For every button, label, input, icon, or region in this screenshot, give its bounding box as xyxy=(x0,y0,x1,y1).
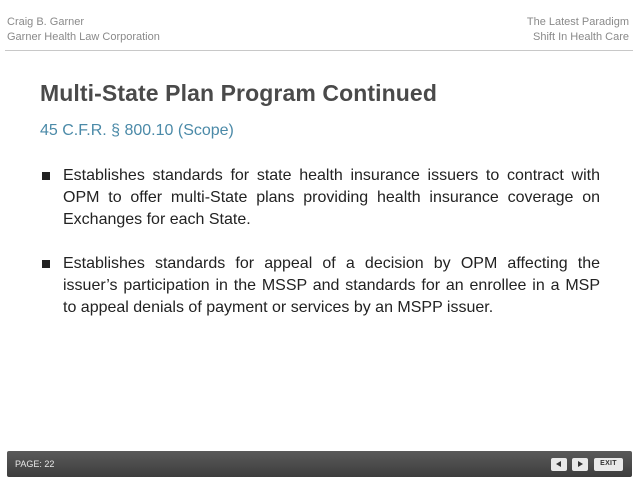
header-series xyxy=(527,15,629,45)
triangle-right-icon xyxy=(578,461,583,467)
author-organization: Garner Health Law Corporation xyxy=(7,31,160,43)
bullet-item xyxy=(40,253,600,319)
bullet-item xyxy=(40,165,600,231)
slide-title: Multi-State Plan Program Continued xyxy=(40,80,437,106)
series-title-line1: The Latest Paradigm xyxy=(526,16,629,28)
footer-bar xyxy=(7,451,632,477)
square-bullet-icon xyxy=(42,260,50,268)
bullet-text: Establishes standards for state health insurance issuers to contract with OPM to offer multi-State plans providing health insurance coverage on Exchanges for each State. xyxy=(63,167,600,228)
square-bullet-icon xyxy=(42,172,50,180)
slide-subtitle: 45 C.F.R. § 800.10 (Scope) xyxy=(40,122,234,139)
page-number: PAGE: 22 xyxy=(15,459,55,469)
header-author xyxy=(7,15,160,45)
bullet-list xyxy=(40,165,600,341)
author-name: Craig B. Garner xyxy=(7,16,85,28)
exit-button[interactable] xyxy=(594,458,623,471)
bullet-text: Establishes standards for appeal of a decision by OPM affecting the issuer’s participation in the MSSP and standards for an enrollee in a MSP to appeal denials of payment or services by an MSPP issuer. xyxy=(63,255,600,316)
exit-label: EXIT xyxy=(600,460,617,467)
header-divider xyxy=(5,50,633,51)
triangle-left-icon xyxy=(556,461,561,467)
series-title-line2: Shift In Health Care xyxy=(533,31,629,43)
previous-slide-button[interactable] xyxy=(551,458,567,471)
next-slide-button[interactable] xyxy=(572,458,588,471)
